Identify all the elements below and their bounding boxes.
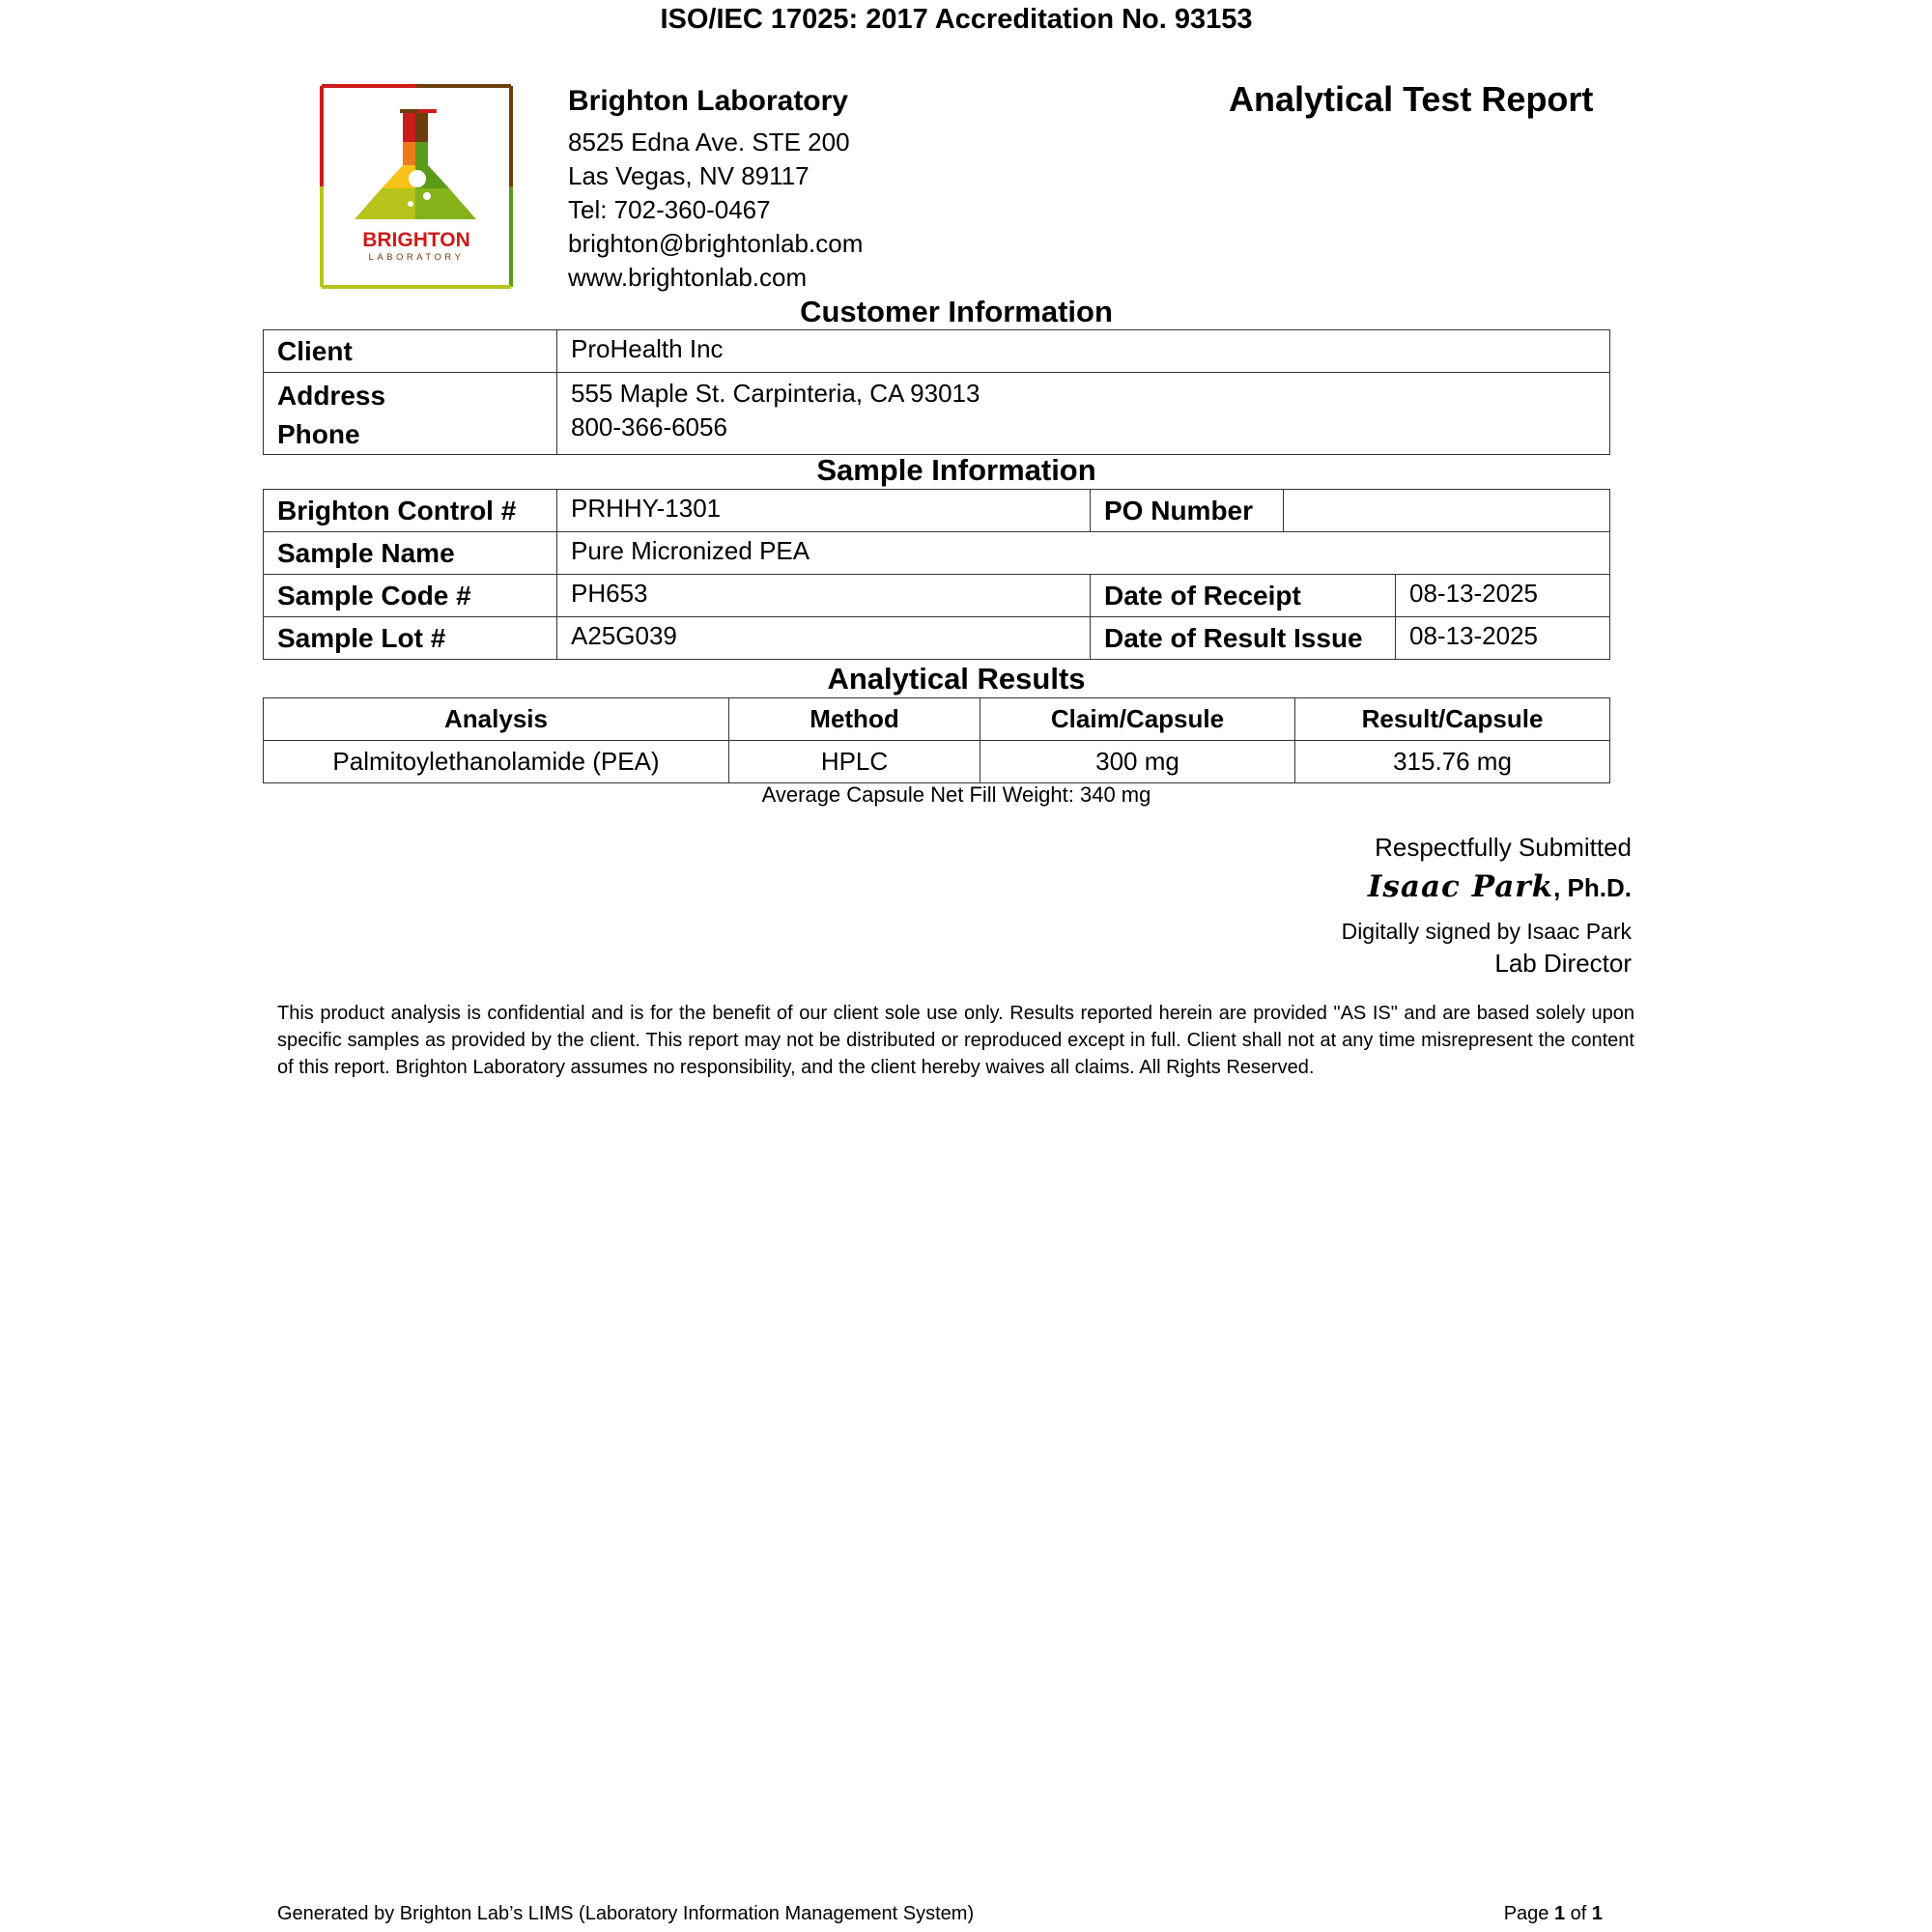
phone-value: 800-366-6056 — [571, 412, 727, 441]
sample-section-title: Sample Information — [816, 453, 1096, 487]
report-title: Analytical Test Report — [1229, 79, 1594, 119]
table-row — [264, 617, 1610, 660]
flask-logo-icon — [320, 84, 513, 289]
column-header-analysis: Analysis — [264, 698, 729, 741]
phone-label: Phone — [277, 419, 360, 449]
table-row — [264, 330, 1610, 373]
lab-website[interactable]: www.brightonlab.com — [568, 263, 808, 292]
claim-cell: 300 mg — [980, 741, 1295, 783]
control-label: Brighton Control # — [264, 490, 557, 532]
client-label: Client — [264, 330, 557, 373]
table-row — [264, 575, 1610, 617]
column-header-result: Result/Capsule — [1295, 698, 1610, 741]
fill-weight-note: Average Capsule Net Fill Weight: 340 mg — [761, 782, 1151, 807]
po-label: PO Number — [1091, 490, 1284, 532]
column-header-claim: Claim/Capsule — [980, 698, 1295, 741]
table-header-row — [264, 698, 1610, 741]
client-value: ProHealth Inc — [557, 330, 1610, 373]
po-value — [1284, 490, 1610, 532]
table-row — [264, 373, 1610, 455]
signatory-title: Lab Director — [1494, 949, 1632, 978]
analysis-cell: Palmitoylethanolamide (PEA) — [264, 741, 729, 783]
respectfully-submitted: Respectfully Submitted — [1375, 833, 1632, 862]
receipt-date-label: Date of Receipt — [1091, 575, 1396, 617]
sample-table — [263, 489, 1610, 660]
lab-address-line1: 8525 Edna Ave. STE 200 — [568, 128, 850, 156]
sample-name-label: Sample Name — [264, 532, 557, 575]
footer-generated-note: Generated by Brighton Lab’s LIMS (Laboratory Information Management System) — [277, 1903, 975, 1924]
lab-phone: Tel: 702-360-0467 — [568, 195, 771, 224]
method-cell: HPLC — [729, 741, 980, 783]
sample-lot-label: Sample Lot # — [264, 617, 557, 660]
customer-section-title: Customer Information — [800, 295, 1113, 328]
logo-subtitle: LABORATORY — [368, 252, 465, 263]
column-header-method: Method — [729, 698, 980, 741]
sample-name-value: Pure Micronized PEA — [557, 532, 1610, 575]
table-row — [264, 741, 1610, 783]
logo-wordmark: BRIGHTON — [362, 229, 470, 251]
lab-name: Brighton Laboratory — [568, 85, 848, 117]
accreditation-heading: ISO/IEC 17025: 2017 Accreditation No. 93153 — [660, 4, 1253, 35]
table-row — [264, 490, 1610, 532]
address-value: 555 Maple St. Carpinteria, CA 93013 — [571, 379, 980, 408]
sample-code-value: PH653 — [557, 575, 1091, 617]
issue-date-value: 08-13-2025 — [1396, 617, 1610, 660]
results-table — [263, 697, 1610, 783]
control-value: PRHHY-1301 — [557, 490, 1091, 532]
signatory-credential: , Ph.D. — [1553, 873, 1632, 902]
receipt-date-value: 08-13-2025 — [1396, 575, 1610, 617]
lab-contact-block — [568, 126, 863, 295]
sample-lot-value: A25G039 — [557, 617, 1091, 660]
total-pages: 1 — [1591, 1903, 1603, 1924]
signature-script: Isaac Park — [1367, 869, 1554, 904]
lab-address-line2: Las Vegas, NV 89117 — [568, 161, 810, 190]
issue-date-label: Date of Result Issue — [1091, 617, 1396, 660]
address-label: Address — [277, 381, 386, 411]
table-row — [264, 532, 1610, 575]
signatory-name — [1368, 869, 1632, 904]
result-cell: 315.76 mg — [1295, 741, 1610, 783]
current-page: 1 — [1553, 1903, 1566, 1924]
customer-table — [263, 329, 1610, 455]
lab-email[interactable]: brighton@brightonlab.com — [568, 229, 864, 258]
results-section-title: Analytical Results — [827, 662, 1086, 696]
sample-code-label: Sample Code # — [264, 575, 557, 617]
digital-signature-note: Digitally signed by Isaac Park — [1341, 919, 1632, 944]
disclaimer-text: This product analysis is confidential and is for the benefit of our client sole use only. Results reported herein are provided "AS IS" and are based solely upon specific samples as provided by the client. This report may not be distributed or reproduced except in full. Client shall not at any time misrepresent the content of this report. Brighton Laboratory assumes no responsibility, and the client hereby waives all claims. All Rights Reserved. — [277, 1003, 1634, 1078]
page-number: Page 1 of 1 — [1503, 1903, 1603, 1924]
brighton-logo — [320, 84, 513, 289]
